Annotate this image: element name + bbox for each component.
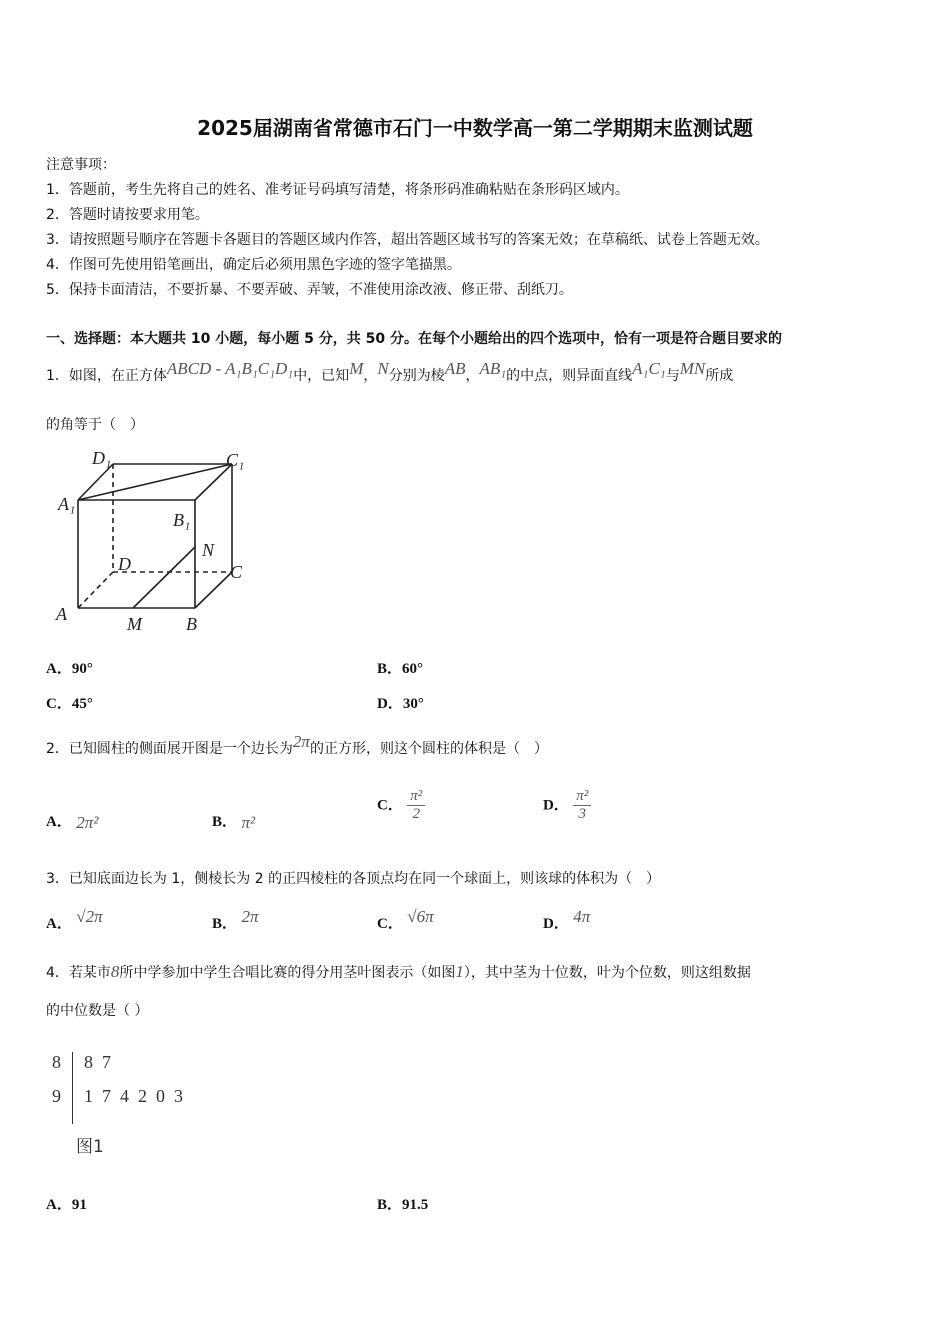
option-d[interactable]: D． 4π <box>543 907 591 932</box>
notice-item: 1．答题前，考生先将自己的姓名、准考证号码填写清楚，将条形码准确粘贴在条形码区域内。 <box>46 182 629 198</box>
math: ABCD - A₁B₁C₁D₁ <box>166 359 294 378</box>
math: AB <box>444 359 466 378</box>
math: AB₁ <box>479 359 507 378</box>
label-c: C <box>230 562 243 582</box>
q-num: 1． <box>46 368 69 384</box>
option-b[interactable]: B．60° <box>377 661 424 677</box>
question-1 <box>46 359 734 385</box>
q-text: ， <box>465 368 480 384</box>
notice-item: 2．答题时请按要求用笔。 <box>46 207 209 223</box>
option-a[interactable]: A．91 <box>46 1197 87 1213</box>
q-text: 分别为棱 <box>388 368 445 384</box>
q-text: 中，已知 <box>293 368 350 384</box>
label-c1: C₁ <box>226 450 245 470</box>
label-n: N <box>202 540 215 560</box>
q-text: 所成 <box>705 368 734 384</box>
option-a[interactable]: A．90° <box>46 661 93 677</box>
section-heading: 一、选择题：本大题共 10 小题，每小题 5 分，共 50 分。在每个小题给出的四个选项中，恰有一项是符合题目要求的 <box>46 331 782 347</box>
stem: 9 <box>52 1086 61 1106</box>
notice-item: 3．请按照题号顺序在答题卡各题目的答题区域内作答，超出答题区域书写的答案无效；在草稿纸、试卷上答题无效。 <box>46 232 769 248</box>
leaves: 1 7 4 2 0 3 <box>84 1086 183 1106</box>
label-a: A <box>56 604 67 624</box>
option-c[interactable]: C． $\frac{\text{π²}}{2}$ <box>377 788 425 823</box>
q-text: 如图，在正方体 <box>68 368 167 384</box>
option-c[interactable]: C． √6π <box>377 907 434 932</box>
option-d[interactable]: D．30° <box>377 696 424 712</box>
stem-leaf-plot <box>52 1050 252 1160</box>
q-text: 与 <box>665 368 680 384</box>
option-c[interactable]: C．45° <box>46 696 93 712</box>
cube-figure <box>40 440 260 640</box>
math: 2π <box>292 732 310 751</box>
label-b: B <box>186 614 197 634</box>
question-2: 2．已知圆柱的侧面展开图是一个边长为2π的正方形，则这个圆柱的体积是（ ） <box>46 732 548 757</box>
stem: 8 <box>52 1052 61 1072</box>
math: M <box>349 359 364 378</box>
math: MN <box>679 359 706 378</box>
figure-caption: 图1 <box>76 1137 104 1157</box>
label-d: D <box>118 554 131 574</box>
notice-item: 5．保持卡面清洁，不要折暴、不要弄破、弄皱，不准使用涂改液、修正带、刮纸刀。 <box>46 282 573 298</box>
question-4: 4．若某市8所中学参加中学生合唱比赛的得分用茎叶图表示（如图1），其中茎为十位数，叶为个位数，则这组数据 <box>46 962 751 981</box>
q-text: 的中点，则异面直线 <box>506 368 633 384</box>
math: A₁C₁ <box>632 359 666 378</box>
leaves: 8 7 <box>84 1052 111 1072</box>
q-text: 的角等于（ ） <box>46 417 144 433</box>
page-title: 2025届湖南省常德市石门一中数学高一第二学期期末监测试题 <box>197 116 753 140</box>
label-d1: D₁ <box>92 448 112 468</box>
label-a1: A₁ <box>58 494 76 514</box>
q-text: 的中位数是（ ） <box>46 1003 149 1019</box>
q-text: ， <box>363 368 378 384</box>
option-a[interactable]: A． 2π² <box>46 813 99 832</box>
option-b[interactable]: B．91.5 <box>377 1197 429 1213</box>
notice-heading: 注意事项： <box>46 157 116 173</box>
option-b[interactable]: B． π² <box>212 813 256 832</box>
label-b1: B₁ <box>173 510 191 530</box>
label-m: M <box>127 614 142 634</box>
question-3: 3．已知底面边长为 1，侧棱长为 2 的正四棱柱的各顶点均在同一个球面上，则该球的体积为（ ） <box>46 871 661 887</box>
option-b[interactable]: B． 2π <box>212 907 259 932</box>
option-d[interactable]: D． $\frac{\text{π²}}{3}$ <box>543 788 591 823</box>
math: N <box>377 359 389 378</box>
option-a[interactable]: A． √2π <box>46 907 103 932</box>
notice-item: 4．作图可先使用铅笔画出，确定后必须用黑色字迹的签字笔描黑。 <box>46 257 461 273</box>
